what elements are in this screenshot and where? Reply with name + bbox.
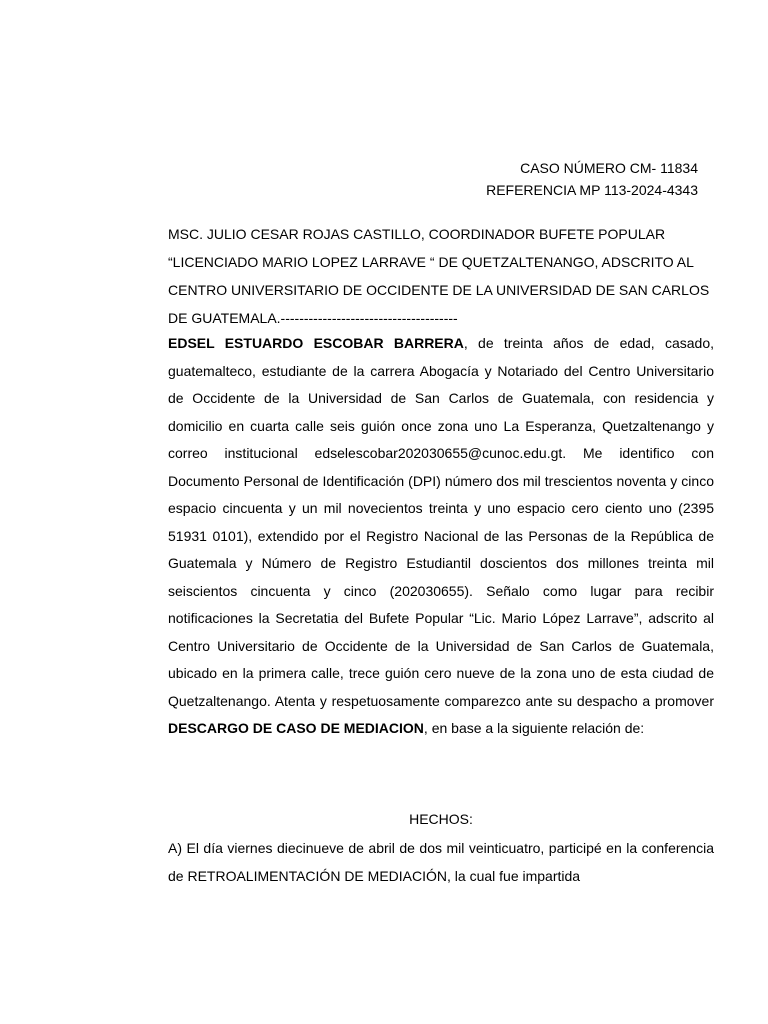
reference-number: REFERENCIA MP 113-2024-4343 [486,182,698,198]
fact-a-letter: A) [168,840,182,856]
petitioner-name: EDSEL ESTUARDO ESCOBAR BARRERA [168,335,464,351]
fact-a-text: El día viernes diecinueve de abril de dos mil veinticuatro, participé en la conferencia de RETROALIMENTACIÓN DE MEDIACIÓN, la cual fue impartida [168,840,714,884]
fact-a-paragraph [168,834,714,890]
intro-paragraph [168,330,714,743]
intro-closing: , en base a la siguiente relación de: [423,720,645,736]
case-number: CASO NÚMERO CM- 11834 [520,160,698,176]
request-title: DESCARGO DE CASO DE MEDIACION [168,720,424,736]
intro-text: , de treinta años de edad, casado, guatemalteco, estudiante de la carrera Abogacía y Notariado del Centro Universitario de Occidente de la Universidad de San Carlos de Guatemala, con residencia y domicilio en cuarta calle seis guión once zona uno La Esperanza, Quetzaltenango y correo institucional edselescobar202030655@cunoc.edu.gt. Me identifico con Documento Personal de Identificación (DPI) número dos mil trescientos noventa y cinco espacio cincuenta y un mil novecientos treinta y uno espacio cero ciento uno (2395 51931 0101), extendido por el Registro Nacional de las Personas de la República de Guatemala y Número de Registro Estudiantil doscientos dos millones treinta mil seiscientos cincuenta y cinco (202030655). Señalo como lugar para recibir notificaciones la Secretatia del Bufete Popular “Lic. Mario López Larrave”, adscrito al Centro Universitario de Occidente de la Universidad de San Carlos de Guatemala, ubicado en la primera calle, trece guión cero nueve de la zona uno de esta ciudad de Quetzaltenango. Atenta y respetuosamente comparezco ante su despacho a promover [168,335,714,709]
addressee-paragraph: MSC. JULIO CESAR ROJAS CASTILLO, COORDINADOR BUFETE POPULAR “LICENCIADO MARIO LOPEZ LARRAVE “ DE QUETZALTENANGO, ADSCRITO AL CENTRO UNIVERSITARIO DE OCCIDENTE DE LA UNIVERSIDAD DE SAN CARLOS DE GUATEMALA.-------------------------------------- [168,226,710,326]
facts-heading: HECHOS: [409,811,473,827]
